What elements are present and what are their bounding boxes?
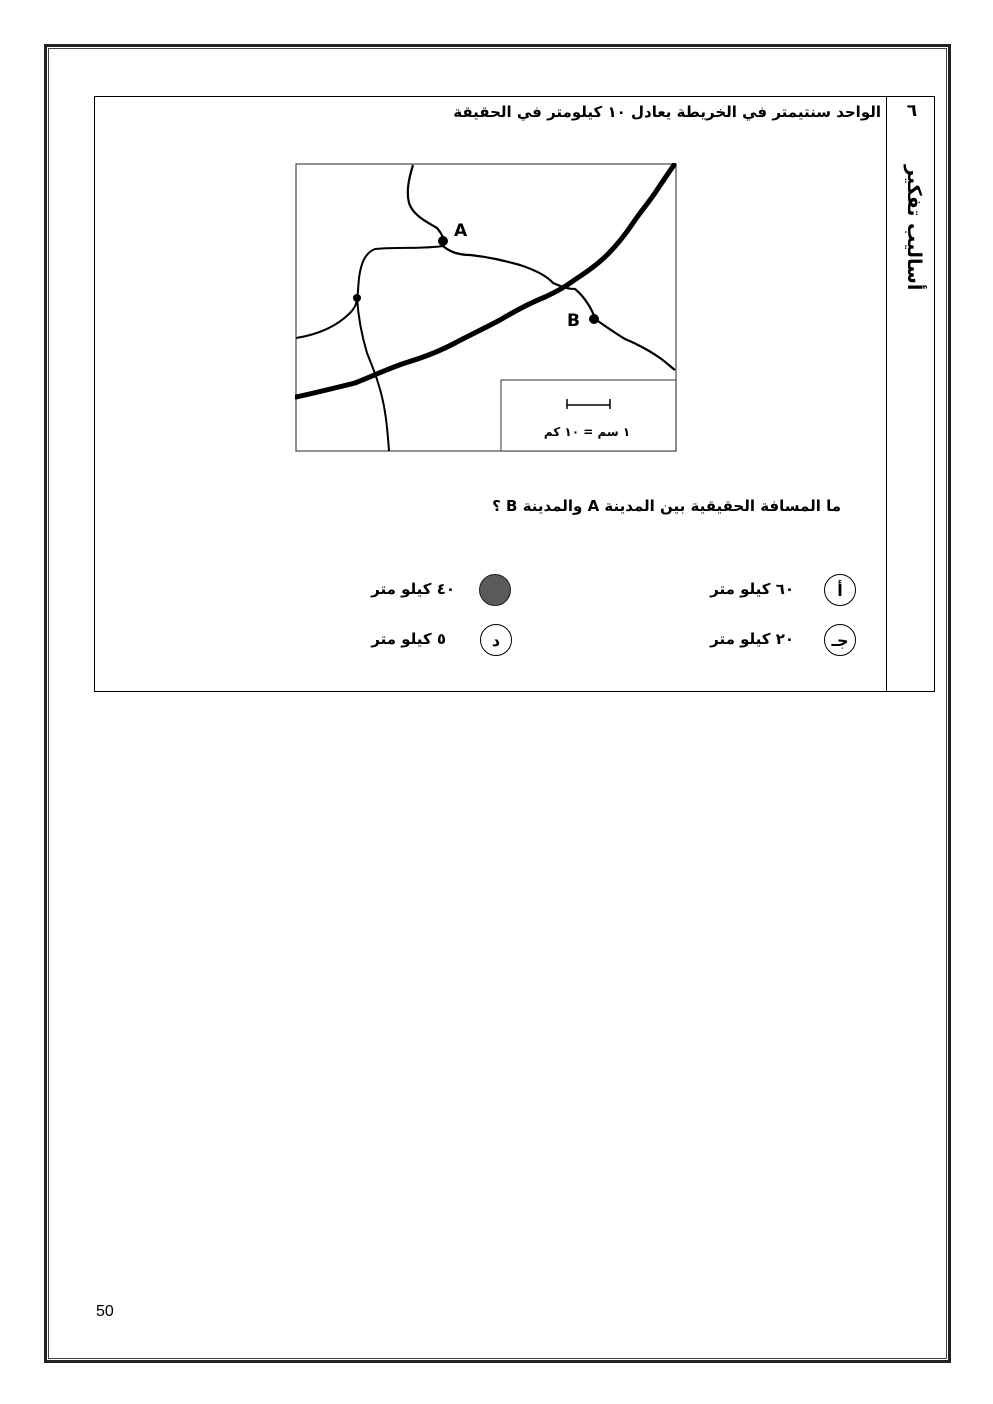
option-b-text: ٤٠ كيلو متر [371, 580, 455, 598]
option-b[interactable] [355, 574, 511, 608]
question-prompt: ما المسافة الحقيقية بين المدينة A والمدينة B ؟ [492, 497, 841, 515]
option-d-radio[interactable] [480, 624, 512, 656]
map-point-a [438, 236, 448, 246]
table-column-divider [886, 96, 887, 692]
option-d-letter: د [491, 631, 501, 650]
option-a-radio[interactable] [824, 574, 856, 606]
map-point-b [589, 314, 599, 324]
question-number: ٦ [906, 101, 918, 121]
map-figure [295, 163, 677, 452]
question-premise: الواحد سنتيمتر في الخريطة يعادل ١٠ كيلومتر في الحقيقة [453, 103, 881, 121]
option-c[interactable] [690, 624, 856, 658]
option-a[interactable] [690, 574, 856, 608]
option-b-radio-selected[interactable] [479, 574, 511, 606]
map-junction-dot [353, 294, 361, 302]
option-d[interactable] [340, 624, 512, 658]
page-number: 50 [96, 1303, 114, 1320]
option-a-text: ٦٠ كيلو متر [710, 580, 794, 598]
option-c-text: ٢٠ كيلو متر [710, 630, 794, 648]
option-d-text: ٥ كيلو متر [371, 630, 446, 648]
option-c-letter: جـ [831, 631, 849, 650]
option-c-radio[interactable] [824, 624, 856, 656]
option-a-letter: أ [837, 581, 843, 600]
map-legend-box [501, 380, 676, 451]
map-scale-text: ١ سم = ١٠ كم [543, 425, 631, 439]
map-point-a-label: A [454, 221, 468, 241]
question-category: أساليب تفكير [903, 165, 925, 291]
map-point-b-label: B [567, 311, 580, 331]
